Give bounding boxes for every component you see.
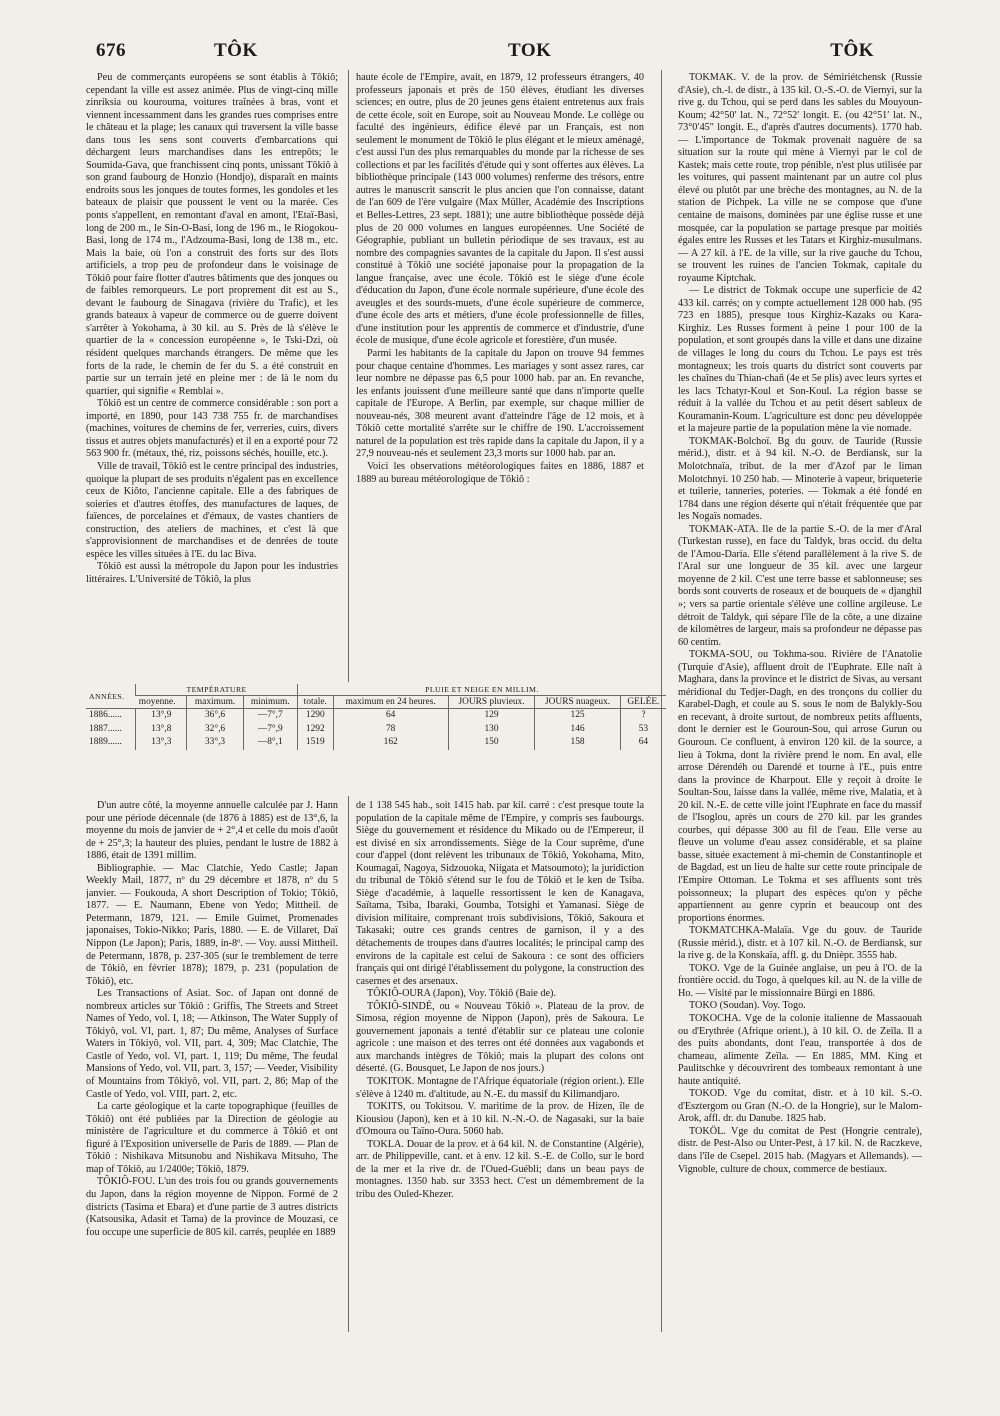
table-cell: —7°,7	[243, 709, 297, 723]
table-cell: 64	[620, 736, 666, 750]
table-cell: 13°,3	[136, 736, 187, 750]
entry: TOKITOK. Montagne de l'Afrique équatoriale (région orient.). Elle s'élève à 1240 m. d'altitude, au N.-E. du massif du Kilimandjaro.	[356, 1076, 644, 1100]
paragraph: D'un autre côté, la moyenne annuelle calculée par J. Hann pour une période décennale (de 1876 à 1885) est de 13°,6, la moyenne du mois de janvier de + 2°,4 et celle du mois d'août de + 25°,3; la hauteur des pluies, pendant le lustre de 1882 à 1886, était de 1391 millim.	[86, 800, 338, 862]
paragraph: Tôkiô est un centre de commerce considérable : son port a importé, en 1890, pour 143 738 755 fr. de marchandises (machines, voitures de chemins de fer, verreries, cuirs, divers tissus et autres objets manufacturés) et il en a exporté pour 72 563 900 fr. (métaux, thé, riz, poissons séchés, houille, etc.).	[86, 398, 338, 460]
entry: TOKMAK-Bolchoï. Bg du gouv. de Tauride (Russie mérid.), distr. et à 94 kil. N.-O. de Berdiansk, sur la Molotchnaïa, tribut. de la mer d'Azof par le liman Molotchnyi. 10 250 hab. — Minoterie à vapeur, briqueterie et tuilerie, tanneries, poteries. — Tokmak a été fondé en 1784 dans une région déserte qui n'était fréquentée que par les Nogaïs nomades.	[678, 435, 922, 523]
table-cell: 32°,6	[187, 723, 243, 737]
table-cell: 1887......	[89, 723, 122, 734]
entry: TÔKIÔ-FOU. L'un des trois fou ou grands gouvernements du Japon, dans la région moyenne de Nippon. Formé de 2 districts (Tasima et Ebara) et d'une partie de 3 autres districts (Katsousika, Adasit et Tama) de la province de Mouzasi, ce fou occupe une superficie de 805 kil. carrés, peuplée en 1889	[86, 1176, 338, 1238]
header-min: minimum.	[243, 696, 297, 709]
column-rule-left	[348, 70, 349, 682]
header-rain: PLUIE ET NEIGE EN MILLIM.	[297, 684, 666, 696]
center-keyword: TOK	[508, 40, 552, 61]
page-number: 676	[96, 40, 126, 61]
table-cell: 13°,8	[136, 723, 187, 737]
entry: TOKMA-SOU, ou Tokhma-sou. Rivière de l'Anatolie (Turquie d'Asie), affluent droit de l'Euphrate. Elle naît à Maghara, dans la province et le district de Sivas, au versant méridional du Tedjer-Dagh, en des tronçons du collier du Karabel-Dagh, et coule au S. sous le nom de Balykly-Sou en recevant, à droite surtout, de nombreux petits affluents, dont le dernier est le Gouroun-Sou, qui arrose Gurun ou Gouroun. Ce confluent, à environ 120 kil. de la source, a lieu à Tokma, dont la rivière prend le nom. En aval, elle arrose Dérendéh ou Darendé et tourne à l'E., puis entre dans la province de Kharpout. Elle y reçoit à droite le Soultan-Sou, laisse dans la vallée, même rive, Malatia, et à 20 kil. N.-E. de cette ville joint l'Euphrate en face du massif de l'Isoglou, après un cours de 270 kil. par les grandes courbes, qui dépasse 300 au fil de l'eau. Elle verse au fleuve un volume d'eau assez considérable, et sa plaine basse, située exactement à mi-chemin de Constantinople et de Bagdad, est un lieu de halte sur cette route principale de l'Empire Ottoman. Le Tokma et ses affluents sont très poissonneux; la plupart des espèces qu'on y pêche appartiennent au genre cyprin et beaucoup ont des proportions énormes.	[678, 649, 922, 924]
table-row	[86, 736, 666, 750]
column-1-bottom	[86, 800, 338, 1330]
header-max-24h: maximum en 24 heures.	[333, 696, 448, 709]
entry: TOKMATCHKA-Malaïa. Vge du gouv. de Tauride (Russie mérid.), distr. et à 107 kil. N.-O. de Berdiansk, sur la rive g. de la Konskaïa, affl. g. du Dnièpr. 3555 hab.	[678, 925, 922, 962]
table-cell: 13°,9	[136, 709, 187, 723]
table-cell: 129	[448, 709, 535, 723]
table-cell: 33°,3	[187, 736, 243, 750]
header-frost: GELÉE.	[620, 696, 666, 709]
column-2-top	[356, 72, 644, 678]
entry: TOKMAK. V. de la prov. de Sémiriétchensk (Russie d'Asie), ch.-l. de distr., à 135 kil. O.-S.-O. de Viernyi, sur la rive g. du Tchou, qui se perd dans les sables du Mouyoun-Koum; 42°50′ lat. N., 72°52′ longit. E. (ou 42°51′ lat. N., 73°0′45″ longit. E., d'après d'autres documents). 1770 hab. — L'importance de Tokmak provenait naguère de sa situation sur la route qui mène à Viernyi par le col de Kastek; mais cette route, trop pénible, n'est plus utilisée par les voitures, qui passent maintenant par un autre col plus élevé ou plutôt par une brèche des montagnes, au N. de la station de Pichpek. La ville ne se compose que d'une centaine de maisons, dominées par une église russe et une mosquée, car la population se partage presque par moitiés égales entre les Russes et les Tatars et Kirghiz-musulmans. — A 27 kil. à l'E. de la ville, sur la rive gauche du Tchou, se trouvent les ruines de l'ancien Tokmak, capitale du royaume Kiptchak.	[678, 72, 922, 284]
entry: TOKITS, ou Tokitsou. V. maritime de la prov. de Hizen, île de Kiousiou (Japon), ken et à 10 kil. N.-N.-O. de Nagasaki, sur la baie d'Omoura ou Taïno-Oura. 5060 hab.	[356, 1101, 644, 1138]
table-cell: 1290	[297, 709, 333, 723]
table-row	[86, 709, 666, 723]
entry: TOKO. Vge de la Guinée anglaise, un peu à l'O. de la frontière occid. du Togo, à quelques kil. au N. de la ville de Ho. — Visité par le missionnaire Bürgi en 1886.	[678, 962, 922, 999]
entry: TOKO (Soudan). Voy. Togo.	[689, 1000, 806, 1012]
table-cell: —7°,9	[243, 723, 297, 737]
paragraph: Parmi les habitants de la capitale du Japon on trouve 94 femmes pour chaque centaine d'hommes. Les mariages y sont assez rares, car leur nombre ne dépasse pas 6,5 pour 1000 hab. par an. En revanche, les enfants jouissent d'une meilleure santé que dans n'importe quelle capitale de l'Europe. A Berlin, par exemple, sur chaque millier de nouveau-nés, 308 meurent avant d'atteindre l'âge de 12 mois, et à Tôkiô cette mortalité s'arrête sur le chiffre de 190. L'accroissement naturel de la population est très rapide dans la capitale du Japon, il y a 27,9 nouveau-nés et seulement 23,3 morts sur 1000 hab. par an.	[356, 348, 644, 460]
meteorological-table	[86, 684, 666, 792]
table-row	[86, 723, 666, 737]
table-cell: 130	[448, 723, 535, 737]
paragraph: Peu de commerçants européens se sont établis à Tôkiô; cependant la ville est assez animée. Plus de vingt-cinq mille zinriksia ou kourouma, voitures traînées à bras, vont et viennent incessamment dans les grandes rues comprises entre le château et la plage; les canaux qui traversent la ville basse dans tous les sens sont couverts d'embarcations qui déchargent leurs marchandises dans les entrepôts; le Soumida-Gava, que franchissent cinq ponts, unissant Tôkiô à son grand faubourg de Honzio (Hondjo), disparaît en maints endroits sous les jonques de toutes formes, les gondoles et les bateaux de plaisir que poussent le vent ou la marée. Ces ponts s'appellent, en remontant d'aval en amont, l'Etaï-Basi, long de 200 m., le Sin-O-Basi, long de 196 m., le Riogokou-Basi, long de 174 m., l'Adzouma-Basi, long de 138 m., etc. Mais la baie, où l'on a construit des forts sur des îlots artificiels, a trop peu de profondeur dans le voisinage de Tôkiô pour faire flotter d'autres bâtiments que des jonques ou de faibles remorqueurs. Le port proprement dit est au S., devant le faubourg de Sinagava (rivière du Trafic), et les grands bateaux à vapeur de commerce ou de guerre doivent s'arrêter à Yokohama, à 30 kil. au S. Près de là s'élève le quartier de la « concession européenne », le Tski-Dzi, où résident quelques marchands étrangers. De même que les forts de la rade, le chemin de fer du S. a été construit en partie sur un terrain jeté en pleine mer : de là le nom du quartier, qui signifie « Remblai ».	[86, 72, 338, 397]
left-keyword: TÔK	[214, 40, 258, 61]
table-cell: 150	[448, 736, 535, 750]
table-cell: —8°,1	[243, 736, 297, 750]
table-cell: 125	[535, 709, 620, 723]
column-rule-left-lower	[348, 796, 349, 1332]
table-cell: ?	[620, 709, 666, 723]
paragraph: Les Transactions of Asiat. Soc. of Japan ont donné de nombreux articles sur Tôkiô : Griffis, The Streets and Street Names of Yedo, vol. I, 18; — Atkinson, The Water Supply of Tôkiyô, vol. VI, part. 1, 87; Du même, Analyses of Surface Waters in Tôkiyô, vol. VII, part. 4, 309; Mac Clatchie, The Castle of Yedo, vol. VI, part. 1, 119; Du même, The feudal Mansions of Yedo, vol. VII, part. 3, 157; — Veeder, Visibility of Mountains from Tôkiyô, vol. VII, part. 2, 86; Map of the Castle of Yedo, vol. VIII, part. 2, etc.	[86, 988, 338, 1100]
table-cell: 158	[535, 736, 620, 750]
entry: — Le district de Tokmak occupe une superficie de 42 433 kil. carrés; on y compte actuellement 128 000 hab. (95 723 en 1885), presque tous Kirghiz-Kazaks ou Kara-Kirghiz. Les Russes forment à peine 1 pour 100 de la population, et sont groupés dans la ville et dans une dizaine de villages le long du cours du Tchou. Le pays est très montagneux; les trois quarts du district sont couverts par les chaînes du Thian-chañ (4e et 5e plis) avec leurs syrtes et les lacs Tchatyr-Koul et Son-Koul. La région basse se réduit à la vallée du Tchou et au petit désert sableux de Kouramanin-Koum. L'agriculture est donc peu développée et la majeure partie de la population mène la vie nomade.	[678, 285, 922, 435]
header-rainy-days: JOURS pluvieux.	[448, 696, 535, 709]
header-total: totale.	[297, 696, 333, 709]
entry: TOKLA. Douar de la prov. et à 64 kil. N. de Constantine (Algérie), arr. de Philippeville, cant. et à env. 12 kil. S.-E. de Collo, sur le bord de la mer et la rive dr. de l'Oued-Guébli; dans un beau pays de montagnes. 1350 hab. sur 3353 hect. C'est un démembrement de la tribu des Ouled-Khezer.	[356, 1138, 644, 1200]
right-keyword: TÔK	[830, 40, 874, 61]
entry: TOKÖL. Vge du comitat de Pest (Hongrie centrale), distr. de Pest-Also ou Unter-Pest, à 17 kil. N. de Raczkeve, dans l'île de Csepel. 2015 hab. (Magyars et Allemands). — Vignoble, culture de choux, commerce de bestiaux.	[678, 1125, 922, 1175]
header-mean: moyenne.	[138, 697, 176, 707]
entry: TOKMAK-ATA. Ile de la partie S.-O. de la mer d'Aral (Turkestan russe), en face du Taldyk, bras occid. du delta de l'Amou-Daria. Elle s'étend parallèlement à la rive S. de l'Aral sur une longueur de 35 kil. avec une largeur moyenne de 2 kil. C'est une terre basse et sablonneuse; ses bords sont couverts de roseaux et de bouquets de « djanghil »; vers sa partie orientale s'élève une colline argileuse. Le détroit de Taldyk, qui sépare l'île de la côte, a une dizaine de kilomètres de largeur, mais sa profondeur ne dépasse pas 60 centim.	[678, 523, 922, 648]
header-temperature: TEMPÉRATURE	[136, 684, 298, 696]
table-cell: 146	[535, 723, 620, 737]
column-3	[678, 72, 922, 1330]
header-cloudy-days: JOURS nuageux.	[535, 696, 620, 709]
paragraph: haute école de l'Empire, avait, en 1879, 12 professeurs étrangers, 40 professeurs japonais et près de 150 élèves, étudiant les diverses sciences; en outre, plus de 20 jeunes gens étaient entretenus aux frais de cette école, soit en Europe, soit au Nouveau Monde. Le collège ou faculté des ingénieurs, édifice élevé par un Français, est non seulement le monument de Tôkiô le plus élégant et le mieux aménagé, c'est aussi l'un des plus remarquables du monde par la richesse de ses collections et par les facilités d'étude qui y sont offertes aux élèves. La bibliothèque principale (143 000 volumes) renferme des trésors, entre autres le manuscrit sanscrit le plus ancien que l'on connaisse, datant de l'an 609 de l'ère vulgaire (Max Müller, Académie des Inscriptions et Belles-Lettres, 23 sept. 1881); une autre bibliothèque possède déjà plus de 20 000 volumes en langues européennes. Une Société de Géographie, publiant un bulletin périodique de ses travaux, est au nombre des compagnies savantes de la capitale du Japon. Il s'est aussi constitué à Tôkiô une société japonaise pour la propagation de la langue française, avec une école. Tôkiô est le siège d'une école d'éducation du Japon, d'une école normale supérieure, d'une école des aveugles et des sourds-muets, d'une école supérieure de commerce, d'une école des arts et métiers, d'une école professionnelle de filles, d'une institution pour les apprentis de commerce et d'industrie, d'une école de musique, d'une école agricole et forestière, d'un musée.	[356, 72, 644, 347]
table-cell: 78	[333, 723, 448, 737]
paragraph: de 1 138 545 hab., soit 1415 hab. par kil. carré : c'est presque toute la population de la capitale même de l'Empire, y compris ses faubourgs. Siège du gouvernement et résidence du Mikado ou de l'Empereur, il est divisé en six arrondissements. Siège de la Cour suprême, d'une cour d'appel (dont relèvent les tribunaux de Tôkiô, Yokohama, Mito, Koumagaï, Nagoya, Sidzouoka, Niigata et Matsoumoto); la juridiction du tribunal de Tôkiô s'étend sur le fou de Tôkiô et le ken de Tsiba. Siège d'académie, à laquelle ressortissent le ken de Kanagava, Saïtama, Tsiba, Ibaraki, Goumba, Totsighi et Yamanasi. Siège de division militaire, comprenant trois subdivisions, Tôkiô, Sakoura et Takasaki; outre ces grands centres de garnison, il y a des détachements de troupes dans d'autres localités; le principal camp des environs de la capitale est celui de Sakoura : ce sont des officiers français qui ont dirigé l'établissement du polygone, la construction des casernes et des arsenaux.	[356, 800, 644, 987]
entry: TOKOCHA. Vge de la colonie italienne de Massaouah ou d'Erythrée (Afrique orient.), à 10 kil. O. de Zeïla. Il a des puits abondants, dont l'eau, transportée à dos de chameau, alimente Zeïla. — En 1885, MM. King et Paulitschke y découvrirent des tombeaux remontant à une haute antiquité.	[678, 1013, 922, 1087]
paragraph: Ville de travail, Tôkiô est le centre principal des industries, quoique la plupart de ses produits n'égalent pas en excellence ceux de Kiôto, l'ancienne capitale. Elle a des fabriques de soieries et d'autres étoffes, des manufactures de laques, de faïences, de porcelaines et d'émaux, de vastes chantiers de construction, des ateliers de machines, et c'est là que s'approvisionnent de marchandises et de denrées de toute espèce les villes situées à l'E. du lac Biva.	[86, 460, 338, 560]
table-cell: 1889......	[89, 737, 122, 748]
column-2-bottom	[356, 800, 644, 1330]
table-cell: 53	[620, 723, 666, 737]
bibliography: Bibliographie. — Mac Clatchie, Yedo Castle; Japan Weekly Mail, 1877, nº du 29 décembre et 1878, nº du 5 janvier. — Foukouda, A short Description of Tokio; Tôkiô, 1877. — E. Naumann, Ebene von Yedo; Mittheil. de Petermann, 1879, 121. — Emile Guimet, Promenades japonaises, Tokio-Nikko; Paris, 1880. — E. de Villaret, Daï Nippon (Le Japon); Paris, 1889, in-8º. — Voy. aussi Mittheil. de Petermann, 1878, p. 237-305 (sur le tremblement de terre de Tôkiô, en février 1878); 1879, p. 231 (population de Tôkiô), etc.	[86, 862, 338, 987]
table-cell: 1886......	[86, 709, 136, 723]
table-cell: 64	[333, 709, 448, 723]
table-cell: 162	[333, 736, 448, 750]
paragraph: Voici les observations météorologiques faites en 1886, 1887 et 1889 au bureau météorologique de Tôkiô :	[356, 460, 644, 485]
table-cell: 36°,6	[187, 709, 243, 723]
entry: TOKOD. Vge du comitat, distr. et à 10 kil. S.-O. d'Esztergom ou Gran (N.-O. de la Hongrie), sur le Malom-Arok, affl. dr. du Danube. 1825 hab.	[678, 1088, 922, 1125]
paragraph: Tôkiô est aussi la métropole du Japon pour les industries littéraires. L'Université de Tôkiô, la plus	[86, 561, 338, 585]
running-header	[86, 40, 918, 70]
table-cell: 1292	[297, 723, 333, 737]
header-years: ANNÉES.	[89, 691, 125, 701]
paragraph: La carte géologique et la carte topographique (feuilles de Tôkiô) ont été publiées par la Direction de géologie au ministère de l'agriculture et du commerce à Tôkiô et ont figuré à l'Exposition universelle de Paris de 1889. — Plan de Tôkiô : Nishikava Mitsunobu and Nishikava Mitsuho, The map of Tôkiô, au 1/2400e; Tôkiô, 1879.	[86, 1101, 338, 1175]
header-max: maximum.	[187, 696, 243, 709]
table-cell: 1519	[297, 736, 333, 750]
entry: TÔKIÔ-OURA (Japon), Voy. Tôkiô (Baie de).	[367, 988, 556, 1000]
column-1-top	[86, 72, 338, 678]
entry: TÔKIÔ-SINDÉ, ou « Nouveau Tôkiô ». Plateau de la prov. de Simosa, région moyenne de Nippon (Japon), près de Sakoura. Le gouvernement japonais a tenté d'établir sur ce plateau une colonie agricole : une maison et des terres ont été données aux vagabonds et aux marchands intègres de Tôkiô; mais la plupart des colons ont déserté. (G. Bousquet, Le Japon de nos jours.)	[356, 1000, 644, 1075]
